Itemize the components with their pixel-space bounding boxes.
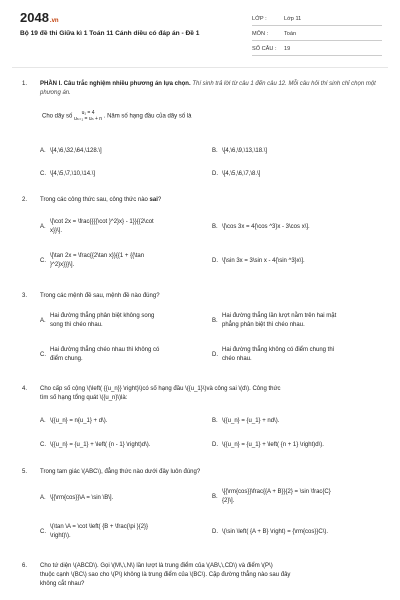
exam-title: Bộ 19 đề thi Giữa kì 1 Toán 11 Cánh diều có đáp án - Đề 1 [20,30,200,37]
q2-option-a[interactable]: A. \[\cot 2x = \frac{{{{\cot }^2}x} - 1}}{{2\cot x}}\]. [40,219,154,234]
recurrence-formula: u₁ = 4 uₙ₊₁ = uₙ + n [74,110,103,122]
question-6: 6. Cho tứ diện \(ABCD\). Gọi \(M\,\,N\) lần lượt là trung điểm của \(AB\,\,CD\) và điểm \(P\) thuộc cạnh \(BC\) sao cho \(P\) không là trung điểm của \(BC\). Cặp đường thẳng nào sau đây không cắt nhau? [22,563,291,587]
q5-option-c[interactable]: C. \(\tan \A = \cot \left( {B + \frac{\pi }{2}} \right)\). [40,524,149,539]
question-1-stem: Cho dãy số u₁ = 4 uₙ₊₁ = uₙ + n . Năm số hạng đầu của dãy số là [42,110,192,122]
q3-option-c[interactable]: C. Hai đường thẳng chéo nhau thì không có điểm chung. [40,347,160,362]
site-logo[interactable]: 2048.vn [20,10,59,25]
page-header: 2048.vn Bộ 19 đề thi Giữa kì 1 Toán 11 Cánh diều có đáp án - Đề 1 LỚP : Lớp 11 MÔN : Toán SỐ CÂU : 19 [0,0,400,62]
q2-option-c[interactable]: C. \[\tan 2x = \frac{{2\tan x}}{{1 + {{\tan }^2}x}}}\]. [40,253,145,268]
question-4: 4. Cho cấp số cộng \(\left( {{u_n}} \right)\)có số hạng đầu \({u_1}\)và công sai \(d\). Công thức tìm số hạng tổng quát \({u_n}\)là: [22,386,281,401]
q3-option-d[interactable]: D. Hai đường thẳng không có điểm chung thì chéo nhau. [212,347,335,362]
q5-option-b[interactable]: B. \[{\rm{cos}}\frac{{A + B}}{2} = \sin \frac{C} {2}\]. [212,489,331,504]
divider [12,67,388,68]
q3-option-b[interactable]: B. Hai đường thẳng lần lượt nằm trên hai mặt phẳng phân biệt thì chéo nhau. [212,313,337,328]
part-1-header: PHẦN I. Câu trắc nghiệm nhiều phương án lựa chọn. Thí sinh trả lời từ câu 1 đến câu 12. Mỗi câu hỏi thí sinh chỉ chọn một phương án. [40,81,376,96]
q3-option-a[interactable]: A. Hai đường thẳng phân biệt không song song thì chéo nhau. [40,313,155,328]
